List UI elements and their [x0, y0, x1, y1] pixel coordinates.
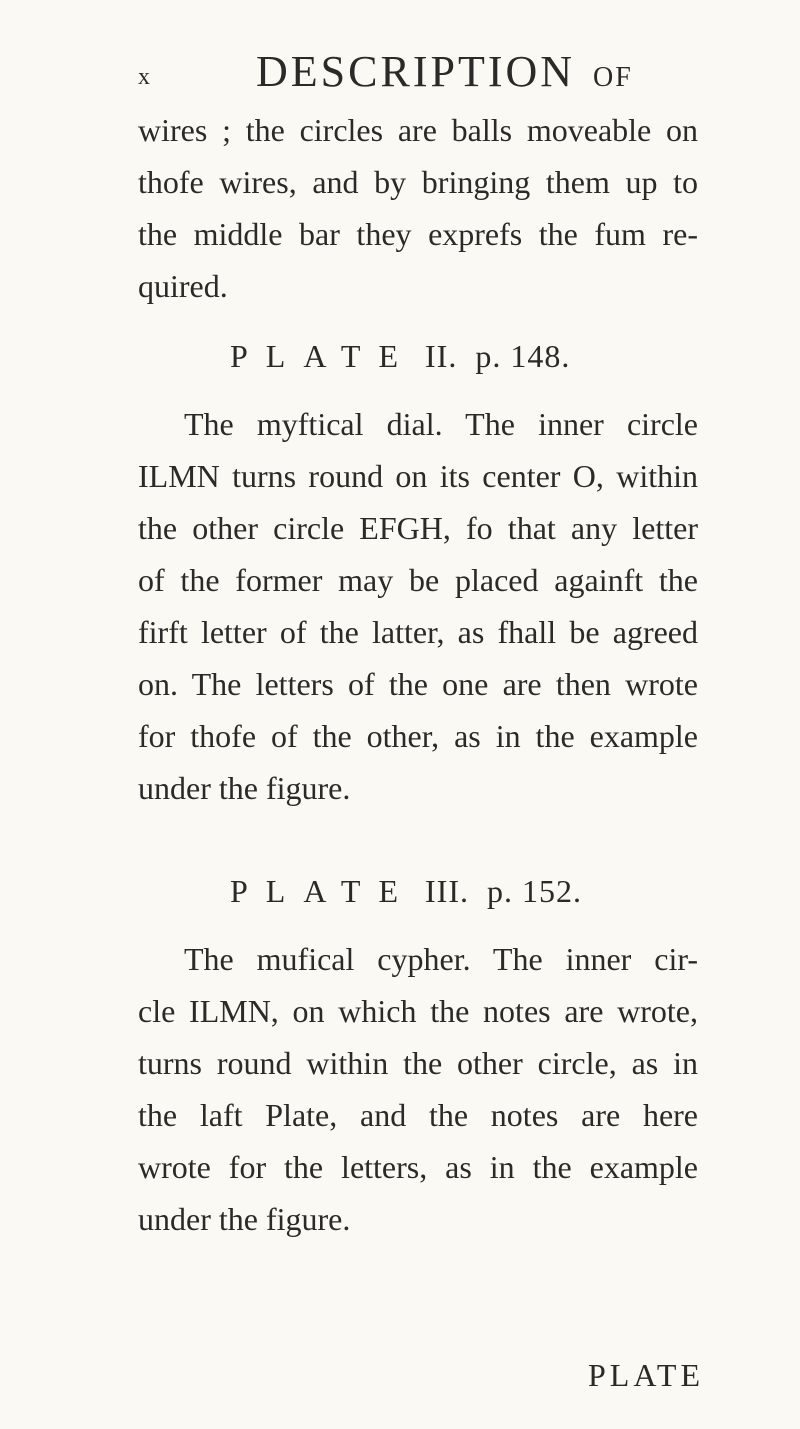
- text-line: wires ; the circles are balls moveable on: [138, 112, 698, 148]
- text-line: the middle bar they exprefs the fum re-: [138, 216, 698, 252]
- catchword: PLATE: [588, 1357, 704, 1393]
- text-line: cle ILMN, on which the notes are wrote,: [138, 993, 698, 1029]
- plate-word: PLATE: [230, 873, 416, 909]
- paragraph-continuation: [138, 104, 698, 312]
- paragraph-plate-iii: [138, 933, 698, 1245]
- text-line: the laft Plate, and the notes are here: [138, 1097, 698, 1133]
- running-header: [0, 42, 800, 102]
- text-line: quired.: [138, 268, 228, 304]
- plate-heading-iii: [230, 873, 582, 910]
- text-line: under the figure.: [138, 770, 351, 806]
- text-line: turns round within the other circle, as in: [138, 1045, 698, 1081]
- running-title: [256, 46, 633, 97]
- running-title-small: OF: [593, 62, 633, 93]
- text-line: of the former may be placed againft the: [138, 562, 698, 598]
- text-line: thofe wires, and by bringing them up to: [138, 164, 698, 200]
- running-title-main: DESCRIPTION: [256, 47, 576, 96]
- plate-page-ref: p. 148.: [475, 338, 571, 374]
- plate-page-ref: p. 152.: [486, 873, 582, 909]
- plate-word: PLATE: [230, 338, 416, 374]
- text-line: The myftical dial. The inner circle: [184, 406, 698, 442]
- text-line: wrote for the letters, as in the example: [138, 1149, 698, 1185]
- text-line: The mufical cypher. The inner cir-: [184, 941, 698, 977]
- plate-numeral: III.: [425, 873, 469, 909]
- plate-numeral: II.: [425, 338, 458, 374]
- text-line: for thofe of the other, as in the example: [138, 718, 698, 754]
- text-line: under the figure.: [138, 1201, 351, 1237]
- paragraph-plate-ii: [138, 398, 698, 814]
- text-line: the other circle EFGH, fo that any letter: [138, 510, 698, 546]
- text-line: firft letter of the latter, as fhall be agreed: [138, 614, 698, 650]
- plate-heading-ii: [230, 338, 570, 375]
- page-folio: x: [138, 64, 151, 90]
- text-line: ILMN turns round on its center O, within: [138, 458, 698, 494]
- text-line: on. The letters of the one are then wrote: [138, 666, 698, 702]
